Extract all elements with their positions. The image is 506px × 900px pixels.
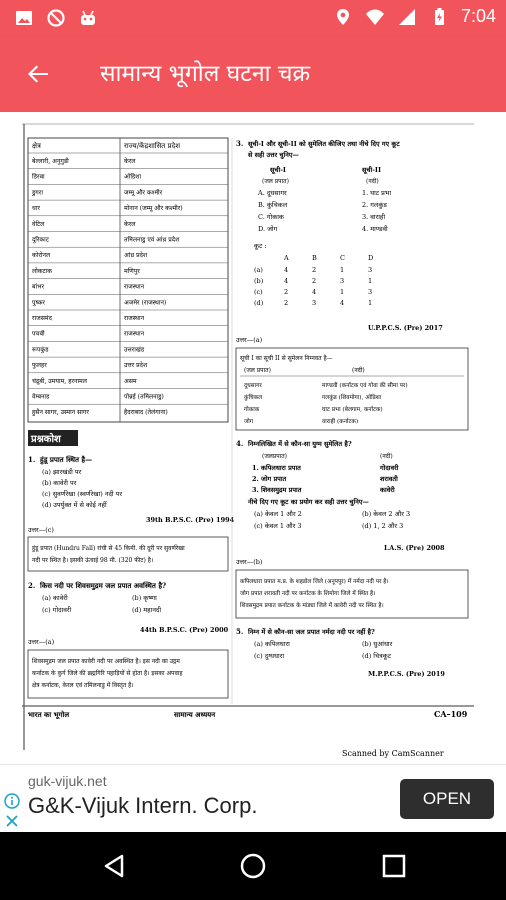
q4-note: जोग प्रपात शरावती नदी पर कर्नाटक के शिमोगा जिले में स्थित है। <box>240 591 376 597</box>
table-header: राज्य/केंद्रशासित प्रदेश <box>124 142 180 150</box>
table-cell: असम <box>124 377 137 385</box>
q2-option: (c) गोदावरी <box>42 606 72 614</box>
table-cell: हुसैन सागर, उस्मान सागर <box>32 409 89 417</box>
q3-answer: उत्तर—(a) <box>236 336 263 344</box>
q3-code-cell: 4 <box>312 288 317 296</box>
q3-code-cell: 1 <box>368 277 373 285</box>
q1-text: हुंडू प्रपात स्थित है— <box>40 455 93 464</box>
q3-code-cell: 2 <box>284 299 289 307</box>
table-cell: मणिपुर <box>124 267 140 275</box>
q3-code-head: A <box>284 254 289 262</box>
q2-note: शिवसमुद्रम जल प्रपात कावेरी नदी पर अवस्थित है। इस नदी का उद्गम <box>32 658 180 665</box>
q4-answer: उत्तर—(b) <box>236 558 263 566</box>
block-icon <box>46 8 66 28</box>
q4-option: (c) केवल 1 और 3 <box>254 522 302 530</box>
q3-pair-right: 1. घाट प्रभा <box>362 189 392 197</box>
q3-code-head: B <box>312 254 317 262</box>
info-icon[interactable] <box>4 793 20 809</box>
q3-note-head: (जल प्रपात) <box>244 367 271 374</box>
q3-note-cell: माण्डवी (कर्नाटक एवं गोवा की सीमा पर) <box>322 383 408 389</box>
q3-code-cell: 1 <box>368 299 373 307</box>
q2-note: क्षेत्र कर्नाटक, केरल एवं तमिलनाडु में विस्तृत है। <box>32 682 134 689</box>
q3-pair-right: 2. गलकुंड <box>362 201 387 209</box>
q3-code-head: D <box>368 254 374 262</box>
q1-option: (b) कावेरी पर <box>42 479 77 487</box>
q4-text: निम्नलिखित में से कौन-सा युग्म सुमेलित है? <box>248 440 352 448</box>
q3-code-cell: (c) <box>254 288 263 296</box>
q3-note-cell: जोग <box>244 419 254 425</box>
q3-note-head: (नदी) <box>352 367 365 374</box>
q3-code-cell: 4 <box>284 277 289 285</box>
q4-number: 4. <box>236 439 244 448</box>
q3-code-cell: 3 <box>368 266 373 274</box>
table-cell: राजस्थान <box>124 330 144 338</box>
section-heading: प्रश्नकोश <box>31 434 61 445</box>
system-nav-bar <box>0 832 506 900</box>
table-cell: हैदराबाद (तेलंगाना) <box>124 409 168 417</box>
q3-code-cell: 1 <box>340 266 345 274</box>
q4-note: शिवसमुद्रम प्रपात कर्नाटक के मांड्या जिले में कावेरी नदी पर स्थित है। <box>240 603 384 609</box>
q4-source: I.A.S. (Pre) 2008 <box>384 544 445 552</box>
q4-head: (नदी) <box>380 453 393 460</box>
q3-code-cell: (b) <box>254 277 264 285</box>
q2-option: (b) कृष्णा <box>132 594 157 602</box>
q3-list2-sub: (नदी) <box>366 178 379 185</box>
recents-square-icon[interactable] <box>380 852 408 880</box>
q1-source: 39th B.P.S.C. (Pre) 1994 <box>146 516 235 524</box>
table-cell: ओडिशा <box>124 173 142 181</box>
clock: 7:04 <box>460 6 496 26</box>
table-cell: उत्तर प्रदेश <box>124 362 148 370</box>
table-cell: रूपकुंड <box>32 346 49 354</box>
table-cell: धार <box>32 205 40 213</box>
q5-option: (d) चित्रकूट <box>362 652 391 660</box>
q3-pair-left: B. कुंचिकल <box>258 201 288 209</box>
scanner-watermark: Scanned by CamScanner <box>342 749 444 758</box>
table-cell: दुरिकाट <box>32 236 49 244</box>
q3-code-cell: 3 <box>368 288 373 296</box>
q3-note-cell: घाट प्रभा (बेलगाम, कर्नाटक) <box>322 407 383 413</box>
q3-code-cell: 4 <box>284 266 289 274</box>
q3-code-cell: 2 <box>284 288 289 296</box>
q3-note-cell: गलकुंड (शिवमोगा), ओडिशा <box>322 395 382 401</box>
table-cell: अजमेर (राजस्थान) <box>124 299 167 307</box>
q4-option: (d) 1, 2 और 3 <box>362 522 404 530</box>
q3-text: सूची-I और सूची-II को सुमेलित कीजिए तथा नीचे दिए गए कूट <box>248 140 400 148</box>
table-cell: पुष्कर <box>32 299 45 307</box>
q3-code-label: कूट : <box>254 242 267 250</box>
table-cell: बेल्लारी, अनुगुडी <box>32 158 69 165</box>
q3-code-cell: 1 <box>340 288 345 296</box>
table-cell: डुगरा <box>32 189 43 197</box>
table-cell: मोनान (जम्मू और कश्मीर) <box>124 205 183 213</box>
q2-text: किस नदी पर शिवसमुद्रम जल प्रपात अवस्थित है? <box>40 581 167 590</box>
table-cell: तमिलनाडु एवं आंध्र प्रदेश <box>124 236 180 244</box>
q3-pair-left: D. जोग <box>258 225 278 233</box>
q1-option: (d) उपर्युक्त में से कोई नहीं <box>42 501 107 509</box>
q3-source: U.P.P.C.S. (Pre) 2017 <box>368 324 443 332</box>
table-cell: केरल <box>124 220 136 228</box>
q3-code-cell: 2 <box>312 266 317 274</box>
table-cell: लोकटाक <box>32 267 53 275</box>
back-arrow-icon[interactable] <box>24 60 52 88</box>
q3-code-cell: 2 <box>312 277 317 285</box>
q5-option: (b) धुआंधार <box>362 640 393 648</box>
table-cell: उत्तराखंड <box>124 346 145 354</box>
q4-option: (a) केवल 1 और 2 <box>254 510 302 518</box>
image-icon <box>14 8 34 28</box>
q4-instruction: नीचे दिए गए कूट का प्रयोग कर सही उत्तर चुनिए— <box>248 498 369 506</box>
q5-number: 5. <box>236 627 244 636</box>
q4-option: (b) केवल 2 और 3 <box>362 510 411 518</box>
scanned-page <box>22 120 474 758</box>
table-cell: डिरबा <box>32 173 45 181</box>
q3-note-title: सूची I का सूची II से सुमेलन निम्नवत है— <box>240 355 333 362</box>
table-cell: जम्मू और कश्मीर <box>124 189 163 197</box>
q3-pair-left: C. गोकाक <box>258 213 284 221</box>
q5-source: M.P.P.C.S. (Pre) 2019 <box>368 670 445 678</box>
q5-option: (a) कपिलधारा <box>254 640 290 648</box>
q3-note-cell: गोकाक <box>244 407 260 413</box>
table-cell: राजस्थान <box>124 283 144 291</box>
document-viewer[interactable] <box>0 112 506 764</box>
q3-code-cell: 3 <box>312 299 317 307</box>
table-cell: राजस्थान <box>124 315 144 322</box>
q3-list1-sub: (जल प्रपात) <box>262 178 289 185</box>
ad-url: guk-vijuk.net <box>28 773 107 789</box>
home-circle-icon[interactable] <box>239 852 267 880</box>
q3-code-cell: 4 <box>340 299 345 307</box>
q2-answer: उत्तर—(a) <box>28 638 55 646</box>
q3-number: 3. <box>236 139 244 148</box>
ad-banner[interactable] <box>0 764 506 833</box>
q3-text: से सही उत्तर चुनिए— <box>248 151 299 159</box>
table-cell: वेटिल <box>32 220 45 228</box>
ad-title[interactable]: G&K-Vijuk Intern. Corp. <box>28 793 258 818</box>
q3-code-cell: 3 <box>340 277 345 285</box>
signal-icon <box>397 7 417 27</box>
table-cell: चंद्रुबी, उमयाम, हरनामल <box>32 377 87 385</box>
q4-pair-left: 1. कपिलधारा प्रपात <box>252 464 301 472</box>
table-header: क्षेत्र <box>32 142 41 150</box>
q3-pair-right: 4. माण्डवी <box>362 225 388 233</box>
q4-head: (जलप्रपात) <box>262 453 287 460</box>
q3-list1-head: सूची-I <box>270 166 286 174</box>
table-cell: आंध्र प्रदेश <box>124 252 148 260</box>
table-cell: कोरोनल <box>32 252 51 260</box>
wifi-icon <box>365 7 385 27</box>
q5-text: निम्न में से कौन-सा जल प्रपात नर्मदा नदी पर नहीं है? <box>248 628 375 636</box>
q1-note: नदी पर स्थित है। इसकी ऊंचाई 98 मी. (320 फीट) है। <box>32 557 154 564</box>
q2-option: (d) महानदी <box>132 606 162 614</box>
table-cell: फुलहर <box>32 362 47 370</box>
back-triangle-icon[interactable] <box>100 852 128 880</box>
q4-note: कपिलधारा प्रपात म.प्र. के शहडोल जिले (अनूपपुर) में नर्मदा नदी पर है। <box>240 579 389 585</box>
footer-right: CA–109 <box>434 709 468 719</box>
android-icon <box>78 8 98 28</box>
table-cell: बांभर <box>32 283 45 291</box>
table-cell: राजसमंद <box>32 315 52 322</box>
location-icon <box>333 7 353 27</box>
q1-option: (c) सुवर्णरेखा (स्वर्णरेखा) नदी पर <box>42 490 123 498</box>
table-cell: केरल <box>124 158 136 165</box>
q3-list2-head: सूची-II <box>362 166 381 174</box>
q1-option: (a) झारखंडी पर <box>42 468 82 476</box>
q4-pair-left: 2. जोग प्रपात <box>252 475 287 483</box>
q3-pair-right: 3. वाराही <box>362 213 386 221</box>
table-cell: पचबी <box>32 330 45 338</box>
page-title: सामान्य भूगोल घटना चक्र <box>100 61 311 87</box>
q3-code-cell: (d) <box>254 299 264 307</box>
close-icon[interactable] <box>4 813 20 829</box>
q1-answer: उत्तर—(c) <box>28 526 54 534</box>
q4-pair-right: कावेरी <box>380 486 395 494</box>
q4-pair-right: गोदावरी <box>380 464 399 472</box>
q5-option: (c) दुग्धधारा <box>254 652 285 660</box>
q4-pair-right: शरावती <box>380 475 398 483</box>
q3-code-head: C <box>340 254 345 262</box>
status-bar <box>0 0 506 36</box>
app-bar <box>0 36 506 112</box>
q4-pair-left: 3. शिवसमुद्रम प्रपात <box>252 486 302 494</box>
open-button[interactable]: OPEN <box>400 779 494 819</box>
q3-pair-left: A. दूधसागर <box>258 189 287 197</box>
q1-number: 1. <box>28 455 36 464</box>
page-svg <box>22 120 474 760</box>
q3-code-cell: (a) <box>254 266 263 274</box>
table-cell: पोन्नई (तमिलनाडु) <box>124 393 164 401</box>
q2-source: 44th B.P.S.C. (Pre) 2000 <box>140 626 229 634</box>
q3-note-cell: दूधसागर <box>244 383 262 389</box>
footer-mid: सामान्य अध्ययन <box>174 710 216 719</box>
q2-note: कर्नाटक के कुर्ग जिले की ब्रह्मगिरि पहाड़ियों से होता है। इसका अपवाह <box>32 670 183 677</box>
q3-note-cell: कुंचिकल <box>244 395 263 401</box>
q2-option: (a) कावेरी <box>42 594 68 602</box>
table-cell: वेम्बनाड <box>32 393 50 401</box>
q3-note-cell: वाराही (कर्नाटक) <box>322 419 359 425</box>
lakes-table <box>28 138 228 422</box>
footer-left: भारत का भूगोल <box>28 710 70 719</box>
battery-icon <box>429 7 449 27</box>
q1-note: हुंडू प्रपात (Hundru Fall) रांची से 45 किमी. की दूरी पर सुवर्णरेखा <box>32 545 185 552</box>
q2-number: 2. <box>28 581 36 590</box>
